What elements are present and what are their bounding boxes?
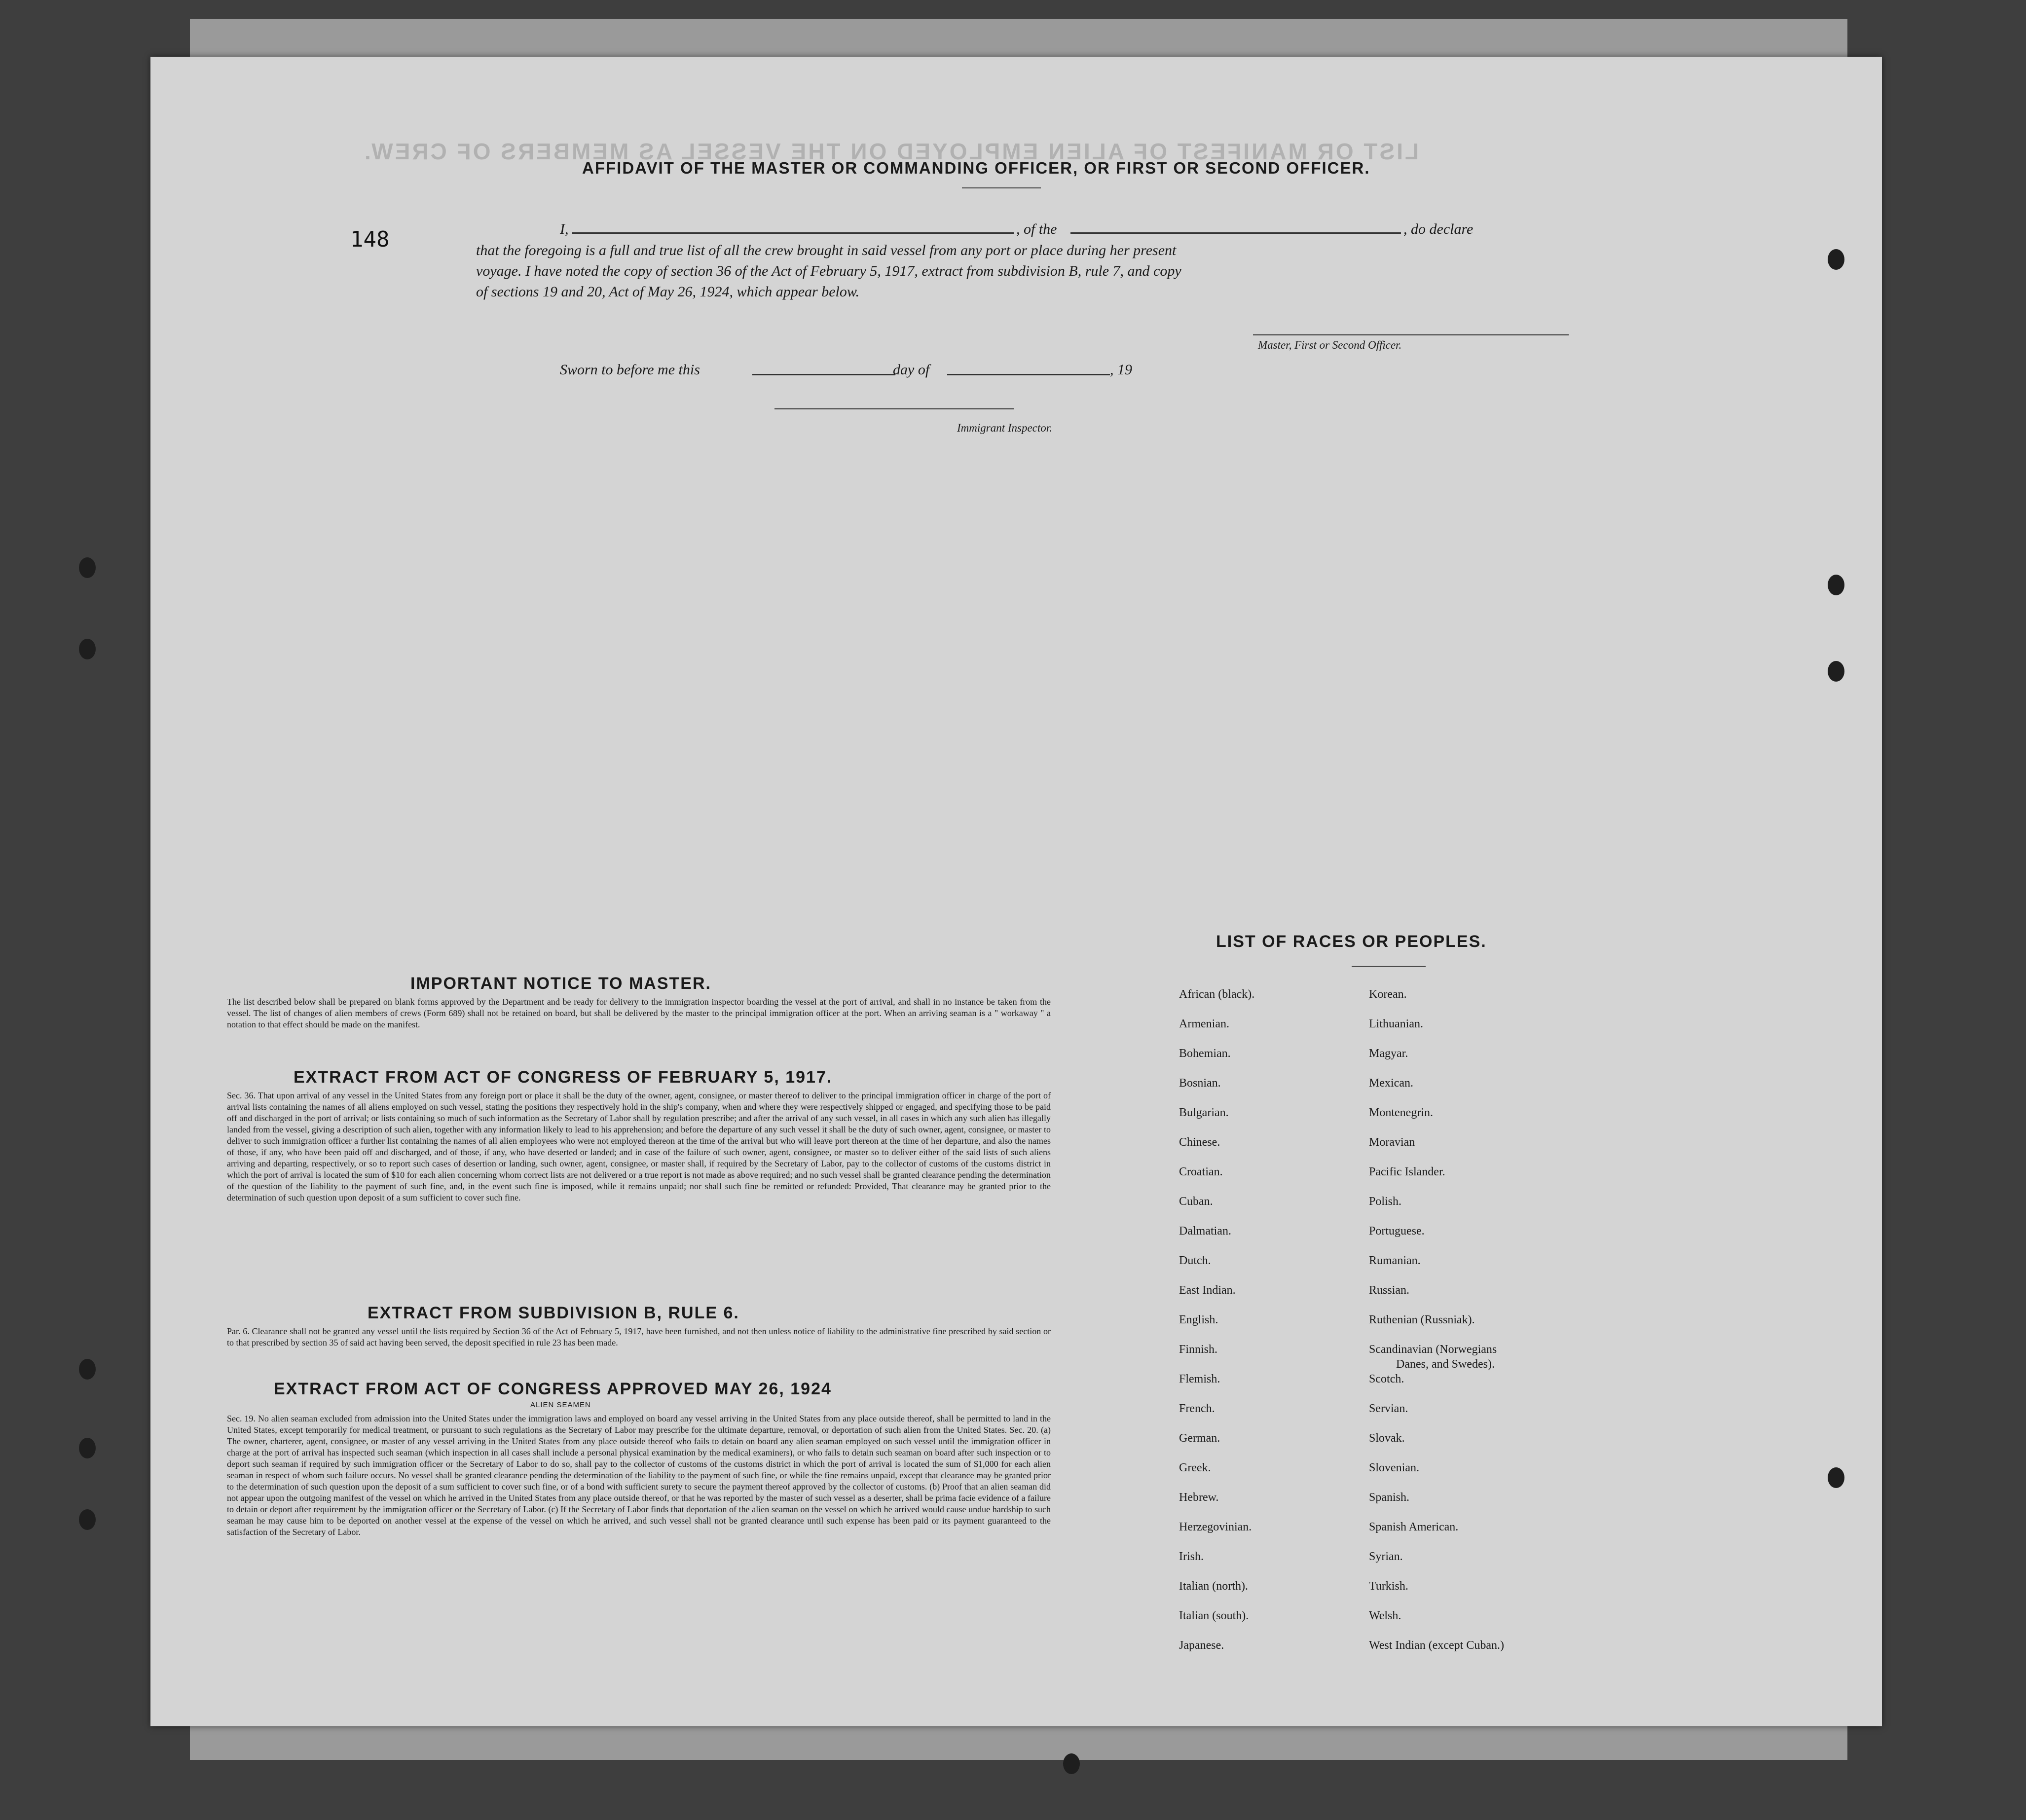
statement-line-3: of sections 19 and 20, Act of May 26, 1924, which appear below. [476,284,860,300]
race-item: Montenegrin. [1369,1106,1433,1119]
of-the-label: , of the [1016,221,1057,237]
race-item: Greek. [1179,1461,1211,1474]
name-blank [572,232,1014,234]
race-item: Finnish. [1179,1343,1218,1356]
races-title: LIST OF RACES OR PEOPLES. [1216,932,1487,951]
extract-1924-title: EXTRACT FROM ACT OF CONGRESS APPROVED MAY 26, 1924 [274,1380,832,1398]
race-item: Italian (north). [1179,1580,1248,1593]
race-item: Servian. [1369,1402,1408,1415]
sworn-month-blank [947,374,1110,375]
race-item: Lithuanian. [1369,1018,1423,1030]
inspector-signature-line [774,408,1014,409]
race-item: Herzegovinian. [1179,1521,1252,1533]
extract-1924-subtitle: ALIEN SEAMEN [530,1401,591,1409]
race-item: Spanish American. [1369,1521,1459,1533]
race-item: West Indian (except Cuban.) [1369,1639,1504,1652]
races-title-rule [1352,966,1426,967]
race-item: Spanish. [1369,1491,1410,1504]
race-item: Hebrew. [1179,1491,1219,1504]
bleed-through-header: LIST OR MANIFEST OF ALIEN EMPLOYED ON THE VESSEL AS MEMBERS OF CREW. [363,139,1419,164]
race-item: Moravian [1369,1136,1415,1149]
race-item: Dalmatian. [1179,1225,1231,1238]
extract-rule6-title: EXTRACT FROM SUBDIVISION B, RULE 6. [368,1304,739,1322]
punch-hole [79,639,96,659]
race-item: Irish. [1179,1550,1204,1563]
vessel-blank [1070,232,1401,234]
race-item: Russian. [1369,1284,1410,1297]
statement-line-1: that the foregoing is a full and true list of all the crew brought in said vessel from any port or place during her present [476,242,1177,258]
race-item: Turkish. [1369,1580,1408,1593]
day-of-label: day of [893,362,930,378]
i-label: I, [560,221,569,237]
declare-label: , do declare [1403,221,1473,237]
race-item: Japanese. [1179,1639,1224,1652]
race-item: Pacific Islander. [1369,1165,1445,1178]
race-item: Mexican. [1369,1077,1413,1090]
race-item: Croatian. [1179,1165,1223,1178]
punch-hole [1063,1753,1080,1774]
race-item: Slovak. [1369,1432,1405,1445]
race-item: Scotch. [1369,1373,1404,1385]
sworn-day-blank [752,374,895,375]
punch-hole [1828,661,1844,682]
extract-1917-text: Sec. 36. That upon arrival of any vessel in the United States from any foreign port or place it shall be the duty of the owner, agent, consignee, or master thereof to deliver to the principal immigration officer in charge of the port of arrival lists containing the names of all aliens employed on such vessel, stating the positions they respectively hold in the ship's company, when and where they were respectively shipped or engaged, and specifying those to be paid off and discharged in the port of arrival; or lists containing so much of such information as the Secretary of Labor shall by regulation prescribe; and after the arrival of any such vessel, in all cases in which any such alien has illegally landed from the vessel, giving a description of such alien, together with any information likely to lead to his apprehension; and before the departure of any such vessel it shall be the duty of such owner, agent, consignee, or master to deliver to such immigration officer a further list containing the names of all alien employees who were not employed thereon at the time of the arrival but who will leave port thereon at the time of her departure, and also the names of those, if any, who have been paid off and discharged, and of those, if any, who have deserted or landed; and in case of the failure of such owner, agent, consignee, or master so to deliver either of the said lists of such aliens arriving and departing, respectively, or so to report such cases of desertion or landing, such owner, agent, consignee, or master shall, if required by the Secretary of Labor, pay to the collector of customs of the customs district in which the port of arrival is located the sum of $10 for each alien concerning whom correct lists are not delivered or a true report is not made as above required; and no such vessel shall be granted clearance pending the determination of the question of the liability to the payment of such fine, and, in the event such fine is imposed, while it remains unpaid; nor shall such fine be remitted or refunded: Provided, That clearance may be granted prior to the determination of such question upon deposit of a sum sufficient to cover such fine. [227,1091,1051,1202]
page-number: 148 [350,227,390,252]
race-item: Welsh. [1369,1609,1401,1622]
race-item: Korean. [1369,988,1407,1001]
race-item: Cuban. [1179,1195,1213,1208]
race-item: East Indian. [1179,1284,1236,1297]
punch-hole [79,1438,96,1458]
race-item: Chinese. [1179,1136,1220,1149]
master-signature-label: Master, First or Second Officer. [1258,339,1402,351]
punch-hole [79,1509,96,1530]
affidavit-title: AFFIDAVIT OF THE MASTER OR COMMANDING OFFICER, OR FIRST OR SECOND OFFICER. [582,159,1370,177]
race-item: Bosnian. [1179,1077,1221,1090]
notice-text: The list described below shall be prepared on blank forms approved by the Department and be ready for delivery to the immigration inspector boarding the vessel at the port of arrival, and shall in no instance be taken from the vessel. The list of changes of alien members of crews (Form 689) shall not be retained on board, but shall be delivered by the master to the principal immigration officer at the port. When an arriving seaman is a " workaway " a notation to that effect should be made on the manifest. [227,997,1051,1029]
race-item: Magyar. [1369,1047,1408,1060]
race-item: Danes, and Swedes). [1396,1358,1495,1371]
punch-hole [79,1359,96,1380]
punch-hole [1828,249,1844,270]
race-item: French. [1179,1402,1215,1415]
race-item: Italian (south). [1179,1609,1249,1622]
extract-1917-title: EXTRACT FROM ACT OF CONGRESS OF FEBRUARY 5, 1917. [294,1068,833,1087]
race-item: Flemish. [1179,1373,1220,1385]
race-item: English. [1179,1313,1218,1326]
inspector-label: Immigrant Inspector. [957,422,1052,434]
race-item: Syrian. [1369,1550,1403,1563]
race-item: Rumanian. [1369,1254,1421,1267]
race-item: Slovenian. [1369,1461,1419,1474]
race-item: Bulgarian. [1179,1106,1229,1119]
notice-title: IMPORTANT NOTICE TO MASTER. [410,974,711,993]
punch-hole [1828,575,1844,595]
document-page [150,57,1882,1726]
race-item: Armenian. [1179,1018,1229,1030]
sworn-label: Sworn to before me this [560,362,700,378]
extract-1924-text: Sec. 19. No alien seaman excluded from admission into the United States under the immigration laws and employed on board any vessel arriving in the United States from any place outside thereof, shall be permitted to land in the United States, except temporarily for medical treatment, or pursuant to such regulations as the Secretary of Labor may prescribe for the ultimate departure, removal, or deportation of such alien from the United States. Sec. 20. (a) The owner, charterer, agent, consignee, or master of any vessel arriving in the United States from any place outside thereof who fails to detain on board any alien seaman employed on such vessel until the immigration officer in charge at the port of arrival has inspected such seaman (which inspection in all cases shall include a personal physical examination by the medical examiners), or who fails to detain such seaman on board after such inspection or to deport such seaman if required by such immigration officer or the Secretary of Labor to do so, shall pay to the collector of customs of the customs district in which the port of arrival is located the sum of $1,000 for each alien seaman in respect of whom such failure occurs. No vessel shall be granted clearance pending the determination of the liability to the payment of such fine, or while the fine remains unpaid, except that clearance may be granted prior to the determination of such question upon the deposit of a sum sufficient to cover such fine, or of a bond with sufficient surety to secure the payment thereof approved by the collector of customs. (b) Proof that an alien seaman did not appear upon the outgoing manifest of the vessel on which he arrived in the United States from any place outside thereof, or that he was reported by the master of such vessel as a deserter, shall be prima facie evidence of a failure to detain or deport after requirement by the immigration officer or the Secretary of Labor. (c) If the Secretary of Labor finds that deportation of the alien seaman on the vessel on which he arrived would cause undue hardship to such seaman he may cause him to be deported on another vessel at the expense of the vessel on which he arrived, and such vessel shall not be granted clearance until such expense has been paid or its payment guaranteed to the satisfaction of the Secretary of Labor. [227,1414,1051,1537]
race-item: African (black). [1179,988,1255,1001]
race-item: Ruthenian (Russniak). [1369,1313,1475,1326]
race-item: Scandinavian (Norwegians [1369,1343,1497,1356]
race-item: Portuguese. [1369,1225,1425,1238]
race-item: Dutch. [1179,1254,1211,1267]
title-rule [962,187,1041,188]
race-item: Bohemian. [1179,1047,1231,1060]
race-item: German. [1179,1432,1220,1445]
master-signature-line [1253,334,1569,335]
year-label: , 19 [1110,362,1132,378]
statement-line-2: voyage. I have noted the copy of section 36 of the Act of February 5, 1917, extract from subdivision B, rule 7, and copy [476,263,1181,279]
extract-rule6-text: Par. 6. Clearance shall not be granted any vessel until the lists required by Section 36 of the Act of February 5, 1917, have been furnished, and not then unless notice of liability to the administrative fine prescribed by said section or to that prescribed by section 35 of said act having been served, the deposit specified in rule 23 has been made. [227,1326,1051,1347]
punch-hole [1828,1467,1844,1488]
race-item: Polish. [1369,1195,1402,1208]
punch-hole [79,557,96,578]
